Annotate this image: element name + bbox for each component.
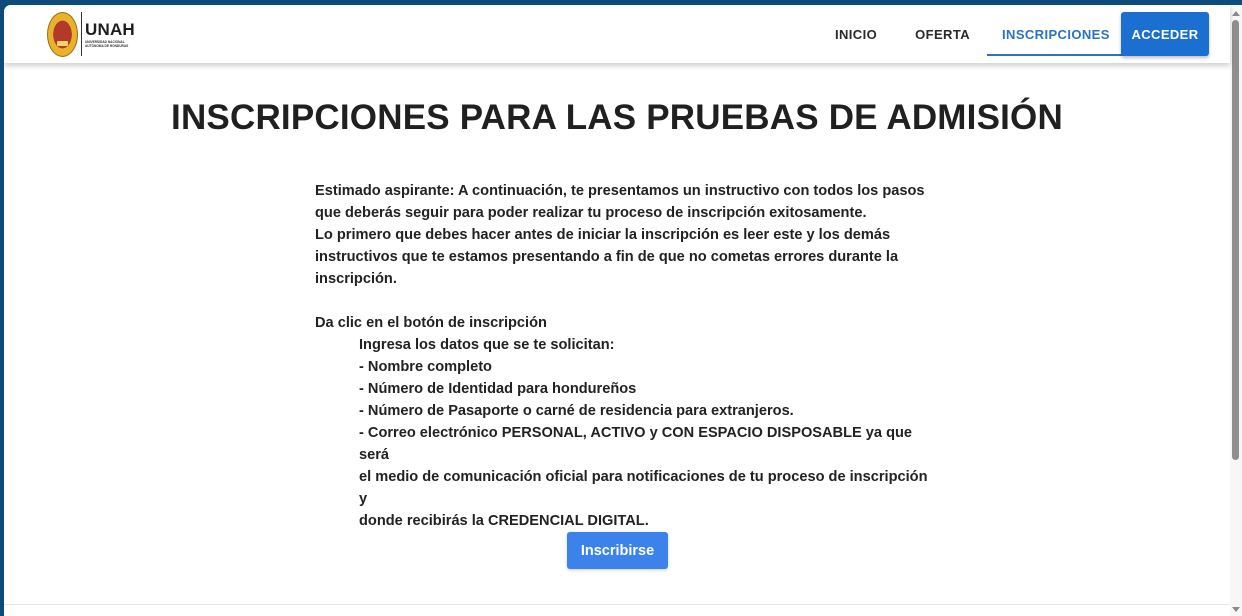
step-item: el medio de comunicación oficial para notificaciones de tu proceso de inscripción y (359, 469, 928, 507)
browser-viewport (4, 5, 1242, 616)
scroll-up-arrow-icon[interactable] (1232, 11, 1240, 16)
intro-line: Estimado aspirante: A continuación, te presentamos un instructivo con todos los pasos (315, 183, 925, 199)
register-button[interactable]: Inscribirse (567, 532, 668, 569)
intro-line: inscripción. (315, 271, 397, 287)
instructions-text (315, 180, 935, 532)
nav-item-oferta[interactable]: OFERTA (915, 26, 971, 42)
step-item: - Correo electrónico PERSONAL, ACTIVO y CON ESPACIO DISPOSABLE ya que será (359, 425, 913, 463)
step-item: - Nombre completo (359, 359, 492, 375)
page (4, 5, 1230, 616)
scroll-down-arrow-icon[interactable] (1232, 607, 1240, 612)
logo-acronym: UNAH (85, 19, 135, 39)
unah-logo[interactable] (47, 10, 143, 58)
main-nav (816, 5, 1125, 63)
logo-subtitle: UNIVERSIDAD NACIONAL AUTÓNOMA DE HONDURAS (85, 39, 129, 48)
spacer (315, 290, 935, 312)
step-heading: Da clic en el botón de inscripción (315, 315, 547, 331)
vertical-scrollbar[interactable] (1230, 5, 1242, 616)
step-item: - Número de Identidad para hondureños (359, 381, 637, 397)
footer-divider (4, 604, 1230, 605)
scroll-thumb[interactable] (1232, 20, 1239, 460)
step-item: - Número de Pasaporte o carné de residencia para extranjeros. (359, 403, 794, 419)
university-seal-icon (47, 12, 78, 57)
login-button[interactable]: ACCEDER (1121, 12, 1209, 56)
intro-line: que deberás seguir para poder realizar tu proceso de inscripción exitosamente. (315, 205, 867, 221)
logo-divider (81, 12, 82, 56)
nav-item-inicio[interactable]: INICIO (835, 26, 878, 42)
step-subheading: Ingresa los datos que se te solicitan: (359, 337, 615, 353)
step-item: donde recibirás la CREDENCIAL DIGITAL. (359, 513, 649, 529)
logo-text (85, 21, 141, 48)
intro-line: instructivos que te estamos presentando a fin de que no cometas errores durante la (315, 249, 899, 265)
nav-item-inscripciones[interactable]: INSCRIPCIONES (987, 5, 1125, 63)
navbar (4, 5, 1230, 63)
page-title: INSCRIPCIONES PARA LAS PRUEBAS DE ADMISIÓN (171, 98, 1063, 137)
intro-line: Lo primero que debes hacer antes de iniciar la inscripción es leer este y los demás (315, 227, 891, 243)
